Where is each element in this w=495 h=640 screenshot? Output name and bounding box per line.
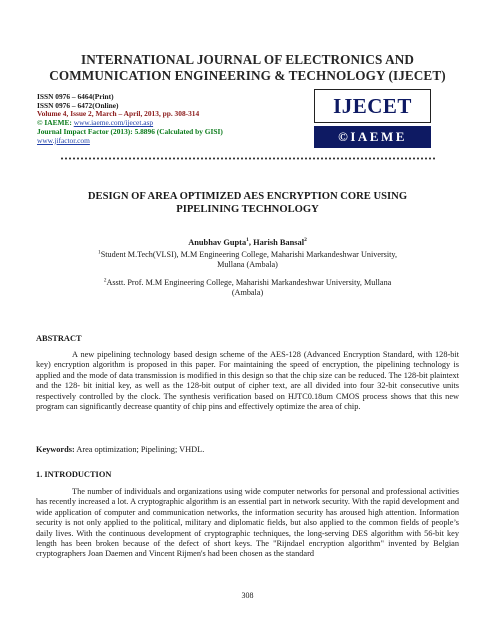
introduction-heading: 1. INTRODUCTION (36, 470, 112, 479)
author-list (50, 238, 445, 247)
introduction-text: The number of individuals and organizations using wide computer networks for personal and professional activities has recently increased a lot. A cryptographic algorithm is an essential part in network security. With the rapid development and wide application of computer and communication networks, the information security has aroused high attention. Information security is not only applied to the political, military and diplomatic fields, but also applied to the common fields of people’s daily lives. With the continuous development of cryptographic techniques, the long-serving DES algorithm with 56-bit key length has been broken because of the defect of short keys. The "Rijndael encryption algorithm" invented by Belgian cryptographers Joan Daemen and Vincent Rijmen's had been chosen as the standard (36, 487, 459, 559)
affiliation-1-line-1: Student M.Tech(VLSI), M.M Engineering College, Maharishi Markandeshwar University, (100, 250, 398, 259)
abstract-text: A new pipelining technology based design scheme of the AES-128 (Advanced Encryption Standard, with 128-bit key) encryption algorithm is proposed in this paper. For maintaining the speed of encryption, the pipelining technology is applied and the mode of data transmission is modified in this design so that the chip size can be reduced. The 128-bit plaintext and the 128- bit initial key, as well as the 128-bit output of cipher text, are all divided into four 32-bit consecutive units respectively controlled by the clock. The synthesis verification based on HJTC0.18um CMOS process shows that this new program can significantly decrease quantity of chip pins and effectively optimize the area of chip. (36, 350, 459, 412)
jifactor-link[interactable]: www.jifactor.com (37, 135, 90, 145)
author-separator: , (248, 238, 254, 247)
paper-title-line-2: PIPELINING TECHNOLOGY (176, 204, 319, 215)
author-superscript: 2 (304, 237, 307, 244)
journal-title (20, 52, 475, 84)
author-superscript: 1 (246, 237, 249, 244)
abstract-heading: ABSTRACT (36, 334, 82, 343)
author-name: Anubhav Gupta (188, 238, 247, 247)
affiliation-2-line-1: Asstt. Prof. M.M Engineering College, Maharishi Markandeshwar University, Mullana (106, 278, 392, 287)
issn-online: ISSN 0976 – 6472(Online) (37, 100, 119, 110)
iaeme-link[interactable]: www.iaeme.com/ijecet.asp (73, 118, 154, 128)
affiliation-1-line-2: Mullana (Ambala) (217, 260, 278, 270)
keywords-text: Area optimization; Pipelining; VHDL. (74, 445, 205, 454)
affiliation-1 (70, 250, 425, 271)
dotted-divider (60, 157, 435, 160)
affiliation-superscript: 2 (103, 277, 107, 284)
journal-title-line-1: INTERNATIONAL JOURNAL OF ELECTRONICS AND (80, 52, 414, 67)
ijecet-logo-text: IJECET (333, 93, 412, 118)
page-number: 308 (241, 591, 254, 600)
jifactor-line (37, 137, 223, 146)
impact-factor: Journal Impact Factor (2013): 5.8896 (Calculated by GISI) (37, 126, 223, 136)
affiliation-superscript: 1 (97, 249, 101, 256)
journal-metadata (37, 93, 223, 145)
affiliation-2 (70, 278, 425, 299)
ijecet-logo (314, 89, 431, 123)
journal-title-line-2: COMMUNICATION ENGINEERING & TECHNOLOGY (IJECET) (49, 68, 446, 83)
author-name: Harish Bansal (253, 238, 305, 247)
iaeme-badge-text: ©IAEME (338, 129, 407, 144)
paper-title (50, 190, 445, 216)
affiliation-2-line-2: (Ambala) (231, 288, 264, 298)
keywords-label: Keywords: (36, 445, 75, 454)
iaeme-prefix: © IAEME: (37, 118, 74, 128)
volume-info: Volume 4, Issue 2, March – April, 2013, pp. 308-314 (37, 109, 200, 119)
paper-title-line-1: DESIGN OF AREA OPTIMIZED AES ENCRYPTION CORE USING (87, 191, 408, 202)
issn-print: ISSN 0976 – 6464(Print) (37, 92, 114, 101)
iaeme-badge (314, 126, 431, 148)
keywords-line (36, 445, 204, 454)
